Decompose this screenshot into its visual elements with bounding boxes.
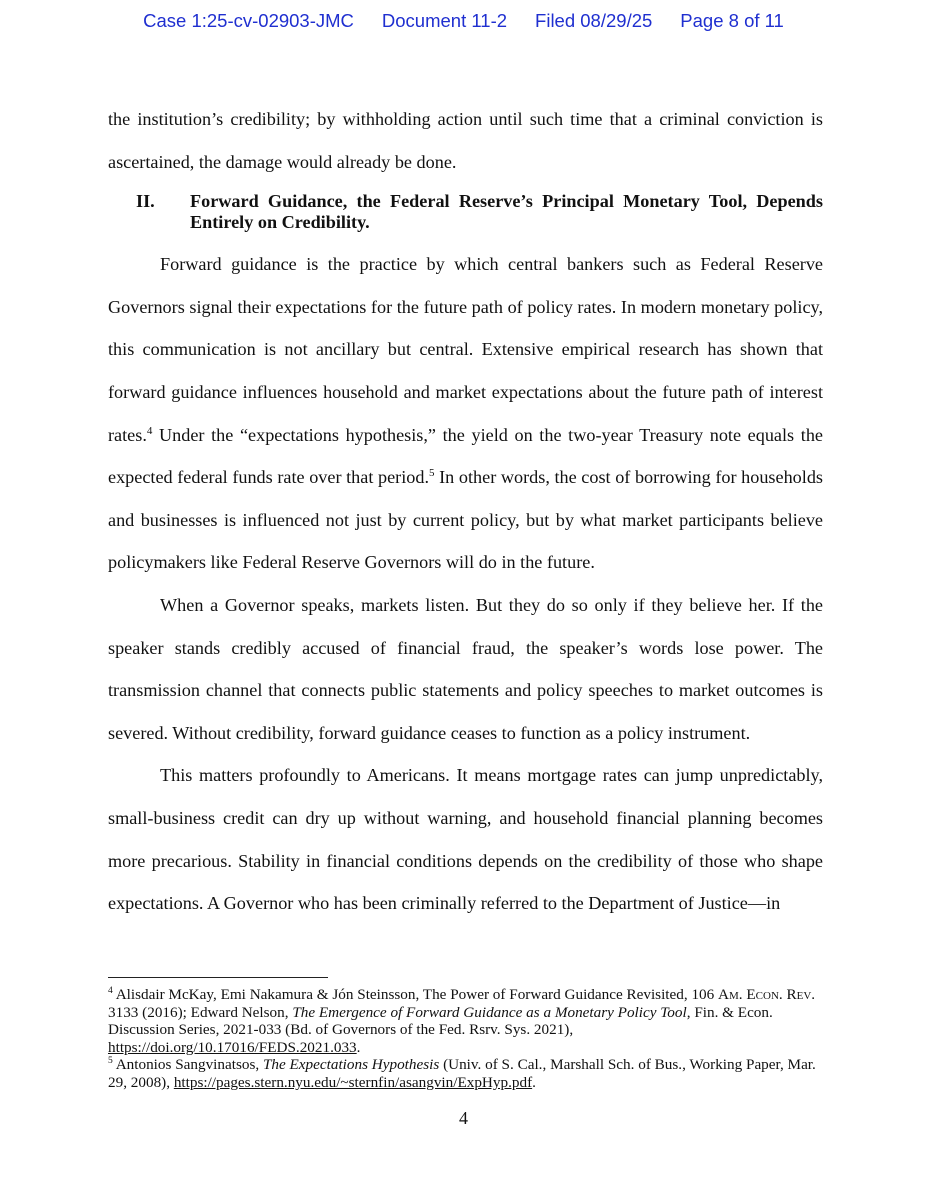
footnotes [108,986,823,1092]
case-number: Case 1:25-cv-02903-JMC [143,10,354,31]
footnote-text: 3133 (2016); Edward Nelson, [108,1003,293,1021]
footnote-text: Alisdair McKay, Emi Nakamura & Jón Steinsson, The Power of Forward Guidance Revisited, 106 [112,986,719,1003]
footnote-ref-5[interactable]: 5 [429,467,435,480]
paragraph-governor-speaks: When a Governor speaks, markets listen. But they do so only if they believe her. If the speaker stands credibly accused of financial fraud, the speaker’s words lose power. The transmission channel that connects public statements and policy speeches to market outcomes is severed. Without credibility, forward guidance ceases to function as a policy instrument. [108,594,823,743]
section-number: II. [136,191,155,212]
document-number: Document 11-2 [381,10,508,31]
continued-paragraph: the institution’s credibility; by withholding action until such time that a criminal conviction is ascertained, the damage would already be done. [108,109,823,172]
paragraph-text: In other words, the cost of borrowing for households and businesses is influenced not just by current policy, but by what market participants believe policymakers like Federal Reserve Governors will do in the future. [108,467,823,573]
paragraph-text: Forward guidance is the practice by which central bankers such as Federal Reserve Governors signal their expectations for the future path of policy rates. In modern monetary policy, this communication is not ancillary but central. Extensive empirical research has shown that forward guidance influences household and market expectations about the future path of interest rates. [108,254,823,445]
paper-link[interactable]: https://pages.stern.nyu.edu/~sternfin/asangvin/ExpHyp.pdf [173,1073,533,1091]
footnote-text: (Univ. of S. Cal., Marshall Sch. of Bus., Working Paper, Mar. 29, 2008), [108,1056,816,1091]
footnote-text: . [532,1073,536,1091]
page-indicator: Page 8 of 11 [680,10,784,31]
footnote-text: Antonios Sangvinatsos, [112,1056,263,1074]
footnote-4 [108,986,823,1056]
page-number: 4 [459,1108,468,1128]
paragraph-text: Under the “expectations hypothesis,” the yield on the two-year Treasury note equals the expected federal funds rate over that period. [108,424,823,488]
filed-date: Filed 08/29/25 [535,10,653,31]
footnote-text: , Fin. & Econ. Discussion Series, 2021-033 (Bd. of Governors of the Fed. Rsrv. Sys. 2021), [108,1003,773,1039]
section-heading [108,191,823,233]
article-title: The Emergence of Forward Guidance as a Monetary Policy Tool [292,1003,687,1021]
footnote-text: . [356,1038,361,1056]
footnote-marker: 4 [108,985,113,996]
footnote-divider [108,977,328,978]
journal-name: Am. [718,986,743,1003]
journal-name: Econ. [746,986,783,1003]
footnote-ref-4[interactable]: 4 [146,424,153,437]
case-header [0,10,927,32]
paragraph-americans: This matters profoundly to Americans. It means mortgage rates can jump unpredictably, small-business credit can dry up without warning, and household financial planning becomes more precarious. Stability in financial conditions depends on the credibility of those who shape expectations. A Governor who has been criminally referred to the Department of Justice—in [108,765,823,914]
footnote-5 [108,1056,823,1091]
footnote-marker: 5 [108,1056,113,1067]
document-body [108,98,823,925]
journal-name: Rev. [786,986,816,1003]
section-title: Forward Guidance, the Federal Reserve’s Principal Monetary Tool, Depends Entirely on Credibility. [190,191,823,233]
article-title: The Expectations Hypothesis [262,1056,440,1074]
doi-link[interactable]: https://doi.org/10.17016/FEDS.2021.033 [108,1038,357,1056]
paragraph-forward-guidance [108,243,823,584]
